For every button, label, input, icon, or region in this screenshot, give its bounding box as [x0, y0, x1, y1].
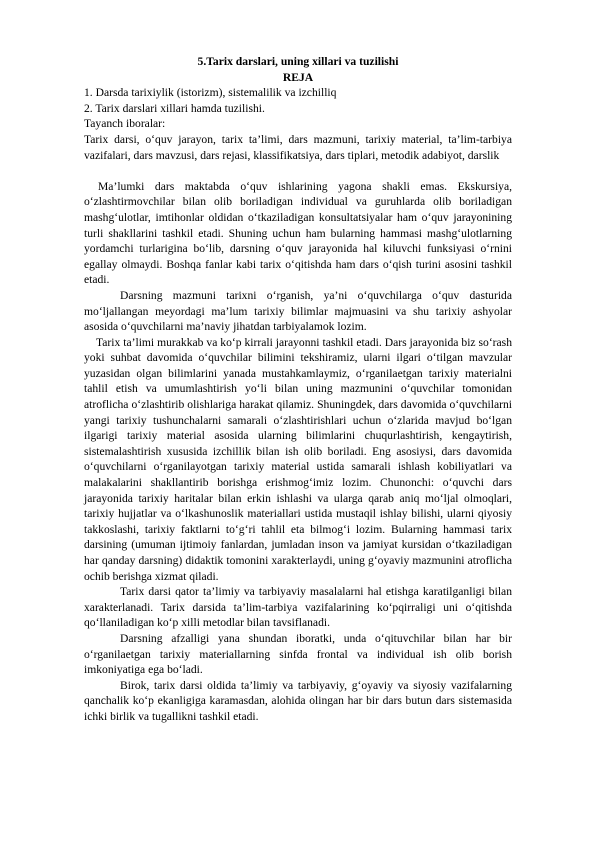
plan-heading: REJA — [282, 70, 314, 84]
paragraph-2: Darsning mazmuni tarixni o‘rganish, ya’ni o‘quvchilarga o‘quv dasturida mo‘ljallangan meyordagi ma’lum tarixiy bilimlar majmuasini va shu tarixiy ashyolar asosida o‘quvchilarni ma’naviy jihatdan tarbiyalamok lozim. — [84, 288, 512, 334]
paragraph-5: Darsning afzalligi yana shundan iboratki, unda o‘qituvchilar bilan har bir o‘rganilaetgan tarixiy materiallarning sinfda frontal va individual ish olib borish imkoniyatiga ega bo‘ladi. — [84, 631, 512, 677]
document-title: 5.Tarix darslari, uning xillari va tuzilishi — [197, 55, 399, 68]
paragraph-3: Tarix ta’limi murakkab va ko‘p kirrali jarayonni tashkil etadi. Dars jarayonida biz so‘rash yoki suhbat davomida o‘quvchilar bilimini tekshiramiz, ularni ilgari o‘tilgan mavzular yuzasidan olgan bilimlarini yanada mustahkamlaymiz, o‘rganilaetgan tarixiy materialni tahlil etish va umumlashtirish yo‘li bilan uning mazmunini o‘quvchilar tomonidan atroflicha o‘zlashtirib olishlariga harakat qilamiz. Shuningdek, dars davomida o‘quvchilarni yangi tarixiy tushunchalarni samarali o‘zlashtirishlari uchun o‘zlarida mavjud bo‘lgan ilgarigi tarixiy material asosida ularning bilimlarini chuqurlashtirish, kengaytirish, sistemalashtirish xususida izchillik bilan ish olib boriladi. Eng asosiysi, dars davomida o‘quvchilarni o‘rganilayotgan tarixiy material ustida samarali ishlash kobiliyatlari va malakalarini shakllantirib borishga erishmog‘imiz lozim. Chunonchi: o‘quvchi dars jarayonida tarixiy haritalar bilan erkin ishlashi va ularga qarab aniq mo‘ljal olmoqlari, tarixiy hujjatlar va o‘lkashunoslik materiallari ustida mustaqil ishlay bilishi, ularni qiyosiy takkoslashi, tarixiy faktlarni to‘g‘ri tahlil eta bilmog‘i lozim. Bularning hammasi tarix darsining (umuman ijtimoiy fanlardan, jumladan inson va jamiyat kursidan o‘tkaziladigan har qanday darsning) didaktik tomonini xarakterlaydi, uning g‘oyaviy mazmunini atroflicha ochib berishga xizmat qiladi. — [84, 335, 512, 583]
paragraph-6: Birok, tarix darsi oldida ta’limiy va tarbiyaviy, g‘oyaviy va siyosiy vazifalarning qanchalik ko‘p ekanligiga karamasdan, alohida olingan har bir dars butun dars sistemasida ichki birlik va tugallikni tashkil etadi. — [84, 678, 512, 723]
key-terms-label: Tayanch iboralar: — [84, 117, 166, 131]
document-page — [84, 54, 512, 725]
paragraph-1: Ma’lumki dars maktabda o‘quv ishlarining yagona shakli emas. Ekskursiya, o‘zlashtirmovchilar bilan olib boriladigan individual va guruhlarda olib boriladigan mashg‘ulotlar, imtihonlar oldidan o‘tkaziladigan konsultatsiyalar ham o‘quv jarayonining turli shakllarini tashkil etadi. Shuning uchun ham bularning hammasi mashg‘ulotlarning yordamchi turlarigina bo‘lib, darsning o‘quv jarayonida hal kiluvchi funksiyasi o‘rnini egallay olmaydi. Boshqa fanlar kabi tarix o‘qitishda ham dars o‘qish turini asosini tashkil etadi. — [84, 179, 512, 287]
plan-item-1: 1. Darsda tarixiylik (istorizm), sistemalilik va izchilliq — [84, 86, 337, 100]
plan-item-2: 2. Tarix darslari xillari hamda tuzilishi. — [84, 101, 265, 115]
paragraph-4: Tarix darsi qator ta’limiy va tarbiyaviy masalalarni hal etishga karatilganligi bilan xarakterlanadi. Tarix darsida ta’lim-tarbiya vazifalarining ko‘pqirraligi uni o‘qitishda qo‘llaniladigan ko‘p xilli metodlar bilan tavsiflanadi. — [84, 585, 512, 630]
key-terms-text: Tarix darsi, o‘quv jarayon, tarix ta’limi, dars mazmuni, tarixiy material, ta’lim-tarbiya vazifalari, dars mavzusi, dars rejasi, klassifikatsiya, dars tiplari, metodik adabiyot, darslik — [84, 132, 512, 162]
